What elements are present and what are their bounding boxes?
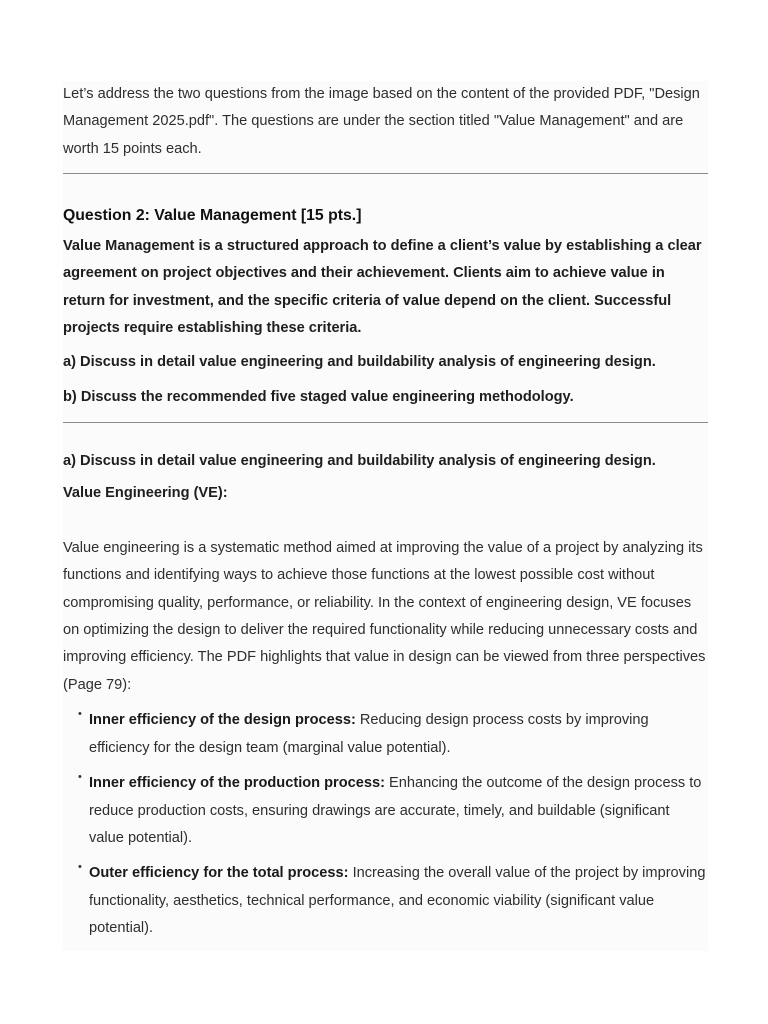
list-item <box>63 770 708 852</box>
response-content <box>63 81 708 951</box>
value-engineering-heading: Value Engineering (VE): <box>63 484 228 501</box>
question-heading: Question 2: Value Management [15 pts.] <box>63 207 362 225</box>
list-item-text: Reducing design process costs by improving efficiency for the design team (marginal value potential). <box>89 712 649 756</box>
question-part-a: a) Discuss in detail value engineering and buildability analysis of engineering design. <box>63 354 656 371</box>
answer-a-heading: a) Discuss in detail value engineering and buildability analysis of engineering design. <box>63 453 656 470</box>
value-perspectives-list <box>63 707 708 942</box>
section-divider-top <box>63 173 708 174</box>
question-part-b: b) Discuss the recommended five staged value engineering methodology. <box>63 389 574 406</box>
bullet-dot-icon: • <box>78 708 82 721</box>
list-item <box>63 860 708 942</box>
list-item-text: Enhancing the outcome of the design process to reduce production costs, ensuring drawings are accurate, timely, and buildable (significant value potential). <box>89 775 702 846</box>
list-item-text: Increasing the overall value of the project by improving functionality, aesthetics, technical performance, and economic viability (significant value potential). <box>89 865 706 937</box>
bullet-dot-icon: • <box>78 771 82 784</box>
list-item-title: Inner efficiency of the production process: <box>89 775 385 792</box>
list-item-title: Outer efficiency for the total process: <box>89 865 349 882</box>
list-item-title: Inner efficiency of the design process: <box>89 712 356 729</box>
list-item <box>63 707 708 762</box>
intro-paragraph: Let’s address the two questions from the image based on the content of the provided PDF, "Design Management 2025.pdf". The questions are under the section titled "Value Management" and are worth 15 points each. <box>63 86 700 157</box>
bullet-dot-icon: • <box>78 861 82 874</box>
question-description: Value Management is a structured approach to define a client’s value by establishing a clear agreement on project objectives and their achievement. Clients aim to achieve value in return for investment, and the specific criteria of value depend on the client. Successful projects require establishing these criteria. <box>63 238 702 336</box>
value-engineering-paragraph: Value engineering is a systematic method aimed at improving the value of a project by analyzing its functions and identifying ways to achieve those functions at the lowest possible cost without compromising quality, performance, or reliability. In the context of engineering design, VE focuses on optimizing the design to deliver the required functionality while reducing unnecessary costs and improving efficiency. The PDF highlights that value in design can be viewed from three perspectives (Page 79): <box>63 539 706 693</box>
section-divider-middle <box>63 422 708 423</box>
